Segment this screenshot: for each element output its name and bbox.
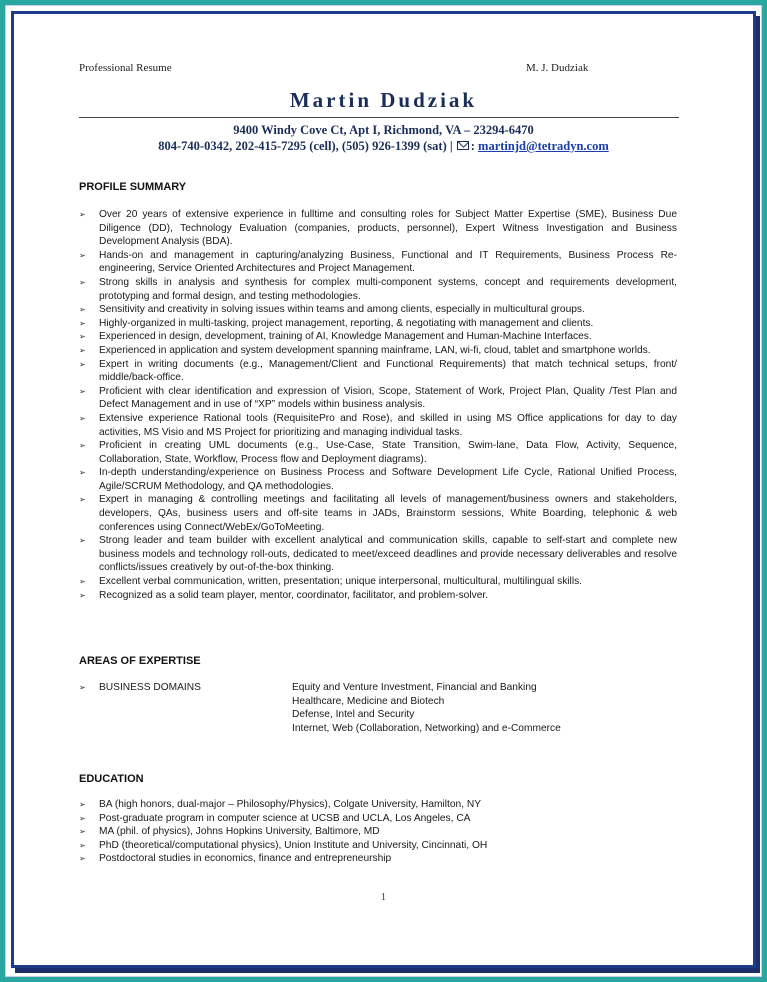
bullet-arrow-icon: ➢ bbox=[79, 813, 86, 823]
bullet-arrow-icon: ➢ bbox=[79, 441, 86, 451]
profile-item bbox=[79, 344, 677, 358]
profile-item bbox=[79, 589, 677, 603]
profile-item bbox=[79, 385, 677, 412]
profile-item bbox=[79, 208, 677, 249]
areas-of-expertise-heading: AREAS OF EXPERTISE bbox=[79, 655, 201, 667]
bullet-arrow-icon: ➢ bbox=[79, 386, 86, 396]
bullet-arrow-icon: ➢ bbox=[79, 840, 86, 850]
profile-item-text: Extensive experience Rational tools (RequisitePro and Rose), and skilled in using MS Office applications for day to day activities, MS Visio and MS Project for prioritizing and managing individual tasks. bbox=[99, 412, 677, 438]
profile-summary-heading: PROFILE SUMMARY bbox=[79, 181, 187, 193]
education-item-text: MA (phil. of physics), Johns Hopkins University, Baltimore, MD bbox=[99, 826, 380, 838]
profile-item-text: Experienced in application and system development spanning mainframe, LAN, wi-fi, cloud, tablet and smartphone worlds. bbox=[99, 344, 651, 356]
bullet-arrow-icon: ➢ bbox=[79, 413, 86, 423]
profile-item bbox=[79, 249, 677, 276]
education-item bbox=[79, 798, 677, 812]
profile-item-text: Highly-organized in multi-tasking, project management, reporting, & negotiating with management and clients. bbox=[99, 317, 594, 329]
bullet-arrow-icon: ➢ bbox=[79, 590, 86, 600]
contact-line: 804-740-0342, 202-415-7295 (cell), (505) 926-1399 (sat) | : martinjd@tetradyn.com bbox=[158, 139, 609, 153]
profile-item-text: Proficient in creating UML documents (e.g., Use-Case, State Transition, Swim-lane, Data Flow, Activity, Sequence, Collaboration, State, Workflow, Process flow and Deployment diagrams). bbox=[99, 440, 677, 465]
bullet-arrow-icon: ➢ bbox=[79, 495, 86, 505]
business-domain-item: Healthcare, Medicine and Biotech bbox=[292, 695, 445, 707]
education-item bbox=[79, 852, 677, 866]
profile-item-text: Proficient with clear identification and expression of Vision, Scope, Statement of Work, Project Plan, Quality /Test Plan and Defect Management and in use of “XP” models within business analysis. bbox=[99, 385, 677, 411]
profile-summary-list bbox=[79, 208, 677, 602]
bullet-arrow-icon: ➢ bbox=[79, 250, 86, 260]
profile-item bbox=[79, 330, 677, 344]
education-item bbox=[79, 839, 677, 853]
bullet-arrow-icon: ➢ bbox=[79, 577, 86, 587]
profile-item-text: Recognized as a solid team player, mentor, coordinator, facilitator, and problem-solver. bbox=[99, 589, 489, 601]
profile-item bbox=[79, 276, 677, 303]
profile-item-text: Over 20 years of extensive experience in fulltime and consulting roles for Subject Matter Expertise (SME), Business Due Diligence (DD), Technology Evaluation (companies, products, personnel), Expert Witness Investigation and Business Development Analysis (BDA). bbox=[99, 209, 677, 248]
profile-item bbox=[79, 439, 677, 466]
business-domain-item: Equity and Venture Investment, Financial and Banking bbox=[292, 682, 537, 693]
business-domains-label: BUSINESS DOMAINS bbox=[99, 682, 201, 693]
profile-item-text: Strong skills in analysis and synthesis for complex multi-component systems, concept and requirements development, prototyping and formal design, and testing methodologies. bbox=[99, 276, 677, 302]
profile-item-text: Excellent verbal communication, written, presentation; unique interpersonal, multicultural, multilingual skills. bbox=[99, 576, 583, 588]
education-heading: EDUCATION bbox=[79, 773, 144, 785]
education-item bbox=[79, 812, 677, 826]
profile-item bbox=[79, 466, 677, 493]
bullet-arrow-icon: ➢ bbox=[79, 277, 86, 287]
bullet-arrow-icon: ➢ bbox=[79, 345, 86, 355]
business-domains-list bbox=[292, 681, 682, 735]
bullet-arrow-icon: ➢ bbox=[79, 305, 86, 315]
education-item-text: Post-graduate program in computer science at UCSB and UCLA, Los Angeles, CA bbox=[99, 812, 471, 824]
profile-item-text: Experienced in design, development, training of AI, Knowledge Management and Human-Machine Interfaces. bbox=[99, 331, 592, 343]
profile-item bbox=[79, 575, 677, 589]
header-rule bbox=[79, 117, 679, 118]
profile-item bbox=[79, 317, 677, 331]
bullet-arrow-icon: ➢ bbox=[79, 332, 86, 342]
education-item bbox=[79, 825, 677, 839]
bullet-arrow-icon: ➢ bbox=[79, 359, 86, 369]
profile-item bbox=[79, 412, 677, 439]
bullet-arrow-icon: ➢ bbox=[79, 683, 86, 692]
page-number: 1 bbox=[381, 892, 386, 903]
bullet-arrow-icon: ➢ bbox=[79, 468, 86, 478]
phone-numbers: 804-740-0342, 202-415-7295 (cell), (505) 926-1399 (sat) | bbox=[158, 139, 453, 153]
header-left: Professional Resume bbox=[79, 62, 172, 74]
header-right: M. J. Dudziak bbox=[526, 62, 589, 74]
bullet-arrow-icon: ➢ bbox=[79, 210, 86, 219]
education-item-text: Postdoctoral studies in economics, finance and entrepreneurship bbox=[99, 853, 392, 865]
profile-item-text: Hands-on and management in capturing/analyzing Business, Functional and IT Requirements, Business Process Re-engineering, Service Oriented Architectures and Project Management. bbox=[99, 249, 677, 275]
profile-item bbox=[79, 358, 677, 385]
bullet-arrow-icon: ➢ bbox=[79, 827, 86, 837]
profile-item-text: Sensitivity and creativity in solving issues within teams and among clients, especially in multicultural groups. bbox=[99, 304, 585, 316]
bullet-arrow-icon: ➢ bbox=[79, 536, 86, 546]
profile-item-text: Strong leader and team builder with excellent analytical and communication skills, capable to self-start and complete new business models and technology roll-outs, dedicated to meet/exceed deadlines and provide necessary deliverables and resolve conflicts/issues creatively by out-of-the-box thinking. bbox=[99, 535, 677, 574]
profile-item-text: Expert in managing & controlling meetings and facilitating all levels of management/business owners and stakeholders, developers, QAs, business users and off-site teams in JADs, Brainstorm sessions, White Boarding, telephonic & web conferences using Connect/WebEx/GoToMeeting. bbox=[99, 494, 677, 533]
envelope-icon bbox=[457, 141, 469, 150]
address: 9400 Windy Cove Ct, Apt I, Richmond, VA – 23294-6470 bbox=[233, 123, 534, 137]
education-list bbox=[79, 798, 677, 866]
email-link[interactable]: martinjd@tetradyn.com bbox=[478, 139, 609, 153]
bullet-arrow-icon: ➢ bbox=[79, 318, 86, 328]
education-item-text: BA (high honors, dual-major – Philosophy/Physics), Colgate University, Hamilton, NY bbox=[99, 799, 482, 810]
profile-item bbox=[79, 534, 677, 575]
business-domain-item: Internet, Web (Collaboration, Networking) and e-Commerce bbox=[292, 722, 561, 734]
bullet-arrow-icon: ➢ bbox=[79, 800, 86, 809]
profile-item-text: In-depth understanding/experience on Business Process and Software Development Life Cycle, Rational Unified Process, Agile/SCRUM Methodology, and QA methodologies. bbox=[99, 467, 677, 492]
education-item-text: PhD (theoretical/computational physics), Union Institute and University, Cincinnati, OH bbox=[99, 839, 488, 851]
business-domain-item: Defense, Intel and Security bbox=[292, 709, 415, 721]
bullet-arrow-icon: ➢ bbox=[79, 854, 86, 864]
profile-item bbox=[79, 493, 677, 534]
profile-item bbox=[79, 303, 677, 317]
profile-item-text: Expert in writing documents (e.g., Management/Client and Functional Requirements) that match technical setups, front/ middle/back-office. bbox=[99, 358, 677, 384]
candidate-name: Martin Dudziak bbox=[289, 88, 478, 112]
